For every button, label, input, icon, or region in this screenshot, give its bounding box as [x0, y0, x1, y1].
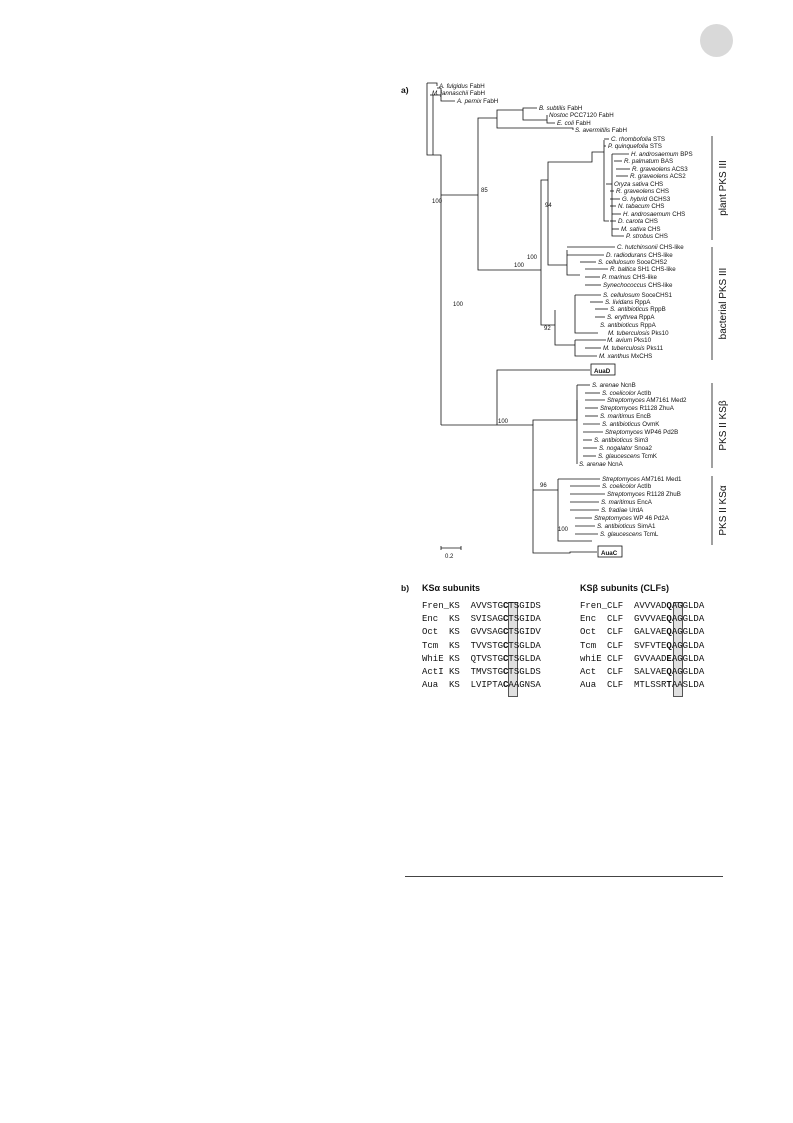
scale-bar-label: 0.2 [445, 554, 454, 560]
taxon-name: RppA [633, 299, 651, 306]
taxon-name: R1128 ZhuA [637, 405, 674, 412]
taxon-genus: M. tuberculosis [608, 330, 650, 337]
taxon-label [600, 413, 651, 420]
taxon-genus: Streptomyces [605, 429, 643, 436]
taxon-label [557, 120, 591, 127]
taxon-label [600, 322, 657, 329]
taxon-label [603, 345, 664, 352]
taxon-name: CHS [654, 188, 669, 195]
taxon-name: ActIb [635, 483, 652, 490]
tree-branch [427, 83, 437, 86]
sequence-suffix: AASLDA [671, 680, 705, 691]
taxon-name: RppA [637, 314, 655, 321]
sequence-prefix: Oct KS GVVSAG [422, 627, 504, 638]
taxon-genus: B. subtilis [539, 105, 566, 112]
taxon-genus: S. maritimus [601, 499, 636, 506]
taxon-genus: S. antibioticus [600, 322, 639, 329]
sequence-suffix: AAGNSA [508, 680, 541, 691]
group-label: PKS II KSα [718, 485, 729, 536]
taxon-name: Pks10 [632, 337, 652, 344]
bootstrap-value: 85 [481, 188, 488, 194]
taxon-label [601, 499, 653, 506]
taxon-genus: S. cellulosum [603, 292, 640, 299]
tree-branch [533, 400, 577, 425]
taxon-label [605, 429, 678, 436]
taxon-name: Pks10 [649, 330, 669, 337]
tree-branch [548, 152, 604, 180]
taxon-name: CHS-like [630, 274, 657, 281]
taxon-label [610, 266, 676, 273]
taxon-genus: S. cellulosum [598, 259, 635, 266]
ks-beta-title: KSβ subunits (CLFs) [580, 583, 669, 593]
taxon-name: RppA [638, 322, 656, 329]
taxon-name: SoceCHS2 [634, 259, 668, 266]
taxon-name: R1128 ZhuB [644, 491, 681, 498]
taxon-genus: A. fulgidus [439, 83, 468, 90]
taxon-genus: G. hybrid [622, 196, 648, 203]
taxon-genus: R. graveolens [632, 166, 671, 173]
taxon-label [579, 461, 624, 468]
taxon-name: FabH [468, 90, 485, 97]
ks-alpha-alignment [422, 600, 541, 692]
taxon-genus: R. graveolens [616, 188, 655, 195]
taxon-name: CHS [649, 203, 665, 210]
taxon-genus: Streptomyces [600, 405, 638, 412]
taxon-label [631, 151, 693, 158]
group-label: bacterial PKS III [718, 267, 729, 340]
sequence-suffix: TSGLDA [508, 640, 541, 651]
sequence-prefix: Act CLF SALVAE [580, 666, 667, 677]
taxon-name: FabH [565, 105, 583, 112]
group-label: plant PKS III [718, 160, 729, 216]
taxon-name: STS [651, 136, 666, 143]
sequence-suffix: TSGIDV [508, 627, 541, 638]
ks-alpha-row [422, 653, 541, 666]
taxon-genus: S. antibioticus [610, 306, 649, 313]
tree-branch [555, 310, 575, 345]
taxon-label [618, 218, 658, 225]
bootstrap-value: 100 [514, 263, 525, 269]
taxon-name: FabH [610, 127, 627, 134]
taxon-name: Sim3 [632, 437, 649, 444]
active-site-residue: C [503, 627, 509, 638]
taxon-label [610, 306, 666, 313]
taxon-genus: S. coelicolor [602, 483, 636, 490]
taxon-name: CHS [643, 218, 658, 225]
taxon-genus: N. tabacum [618, 203, 650, 210]
sequence-suffix: AGGLDA [671, 601, 705, 611]
ks-beta-alignment [580, 600, 704, 692]
taxon-label [432, 90, 485, 97]
group-label: PKS II KSβ [718, 400, 729, 451]
taxon-genus: M. avium [607, 337, 633, 344]
taxon-genus: S. antibioticus [594, 437, 633, 444]
taxon-genus: Streptomyces [607, 491, 645, 498]
taxon-genus: S. arenae [592, 382, 619, 389]
ks-beta-row [580, 600, 704, 613]
taxon-name: WP46 Pd2B [642, 429, 679, 436]
taxon-label [606, 252, 673, 259]
tree-branch [478, 118, 497, 195]
panel-b-label: b) [401, 583, 410, 593]
taxon-name: CHS [645, 226, 661, 233]
taxon-genus: R. graveolens [630, 173, 669, 180]
taxon-genus: R. baltica [610, 266, 636, 273]
taxon-label [618, 203, 664, 210]
taxon-genus: Streptomyces [594, 515, 632, 522]
taxon-genus: M. tuberculosis [603, 345, 645, 352]
sequence-prefix: Tcm KS TVVSTG [422, 640, 504, 651]
taxon-name: BAS [659, 158, 674, 165]
active-site-residue: C [503, 680, 509, 691]
taxon-label [601, 507, 644, 514]
taxon-name: CHS-like [657, 244, 684, 251]
tree-branch [575, 295, 598, 333]
taxon-label [602, 476, 682, 483]
taxon-genus: A. pernix [457, 98, 482, 105]
taxon-label [632, 166, 688, 173]
taxon-label [599, 353, 652, 360]
tree-branch [541, 270, 555, 325]
taxon-label [611, 136, 665, 143]
active-site-residue: Q [666, 666, 672, 677]
taxon-name: AM7161 Med2 [644, 397, 687, 404]
taxon-name: UrdA [627, 507, 644, 514]
taxon-name: SH1 CHS-like [635, 266, 676, 273]
taxon-name: BPS [678, 151, 693, 158]
taxon-label [623, 211, 685, 218]
taxon-name: CHS-like [646, 252, 673, 259]
ks-beta-row [580, 679, 704, 692]
ks-alpha-row [422, 679, 541, 692]
tree-branch [604, 140, 609, 221]
taxon-label [603, 282, 673, 289]
taxon-name: NcnA [605, 461, 623, 468]
bootstrap-value: 100 [558, 527, 569, 533]
taxon-label [621, 226, 661, 233]
taxon-label [597, 523, 656, 530]
taxon-genus: E. coli [557, 120, 574, 127]
taxon-label [438, 83, 485, 90]
taxon-label [602, 483, 652, 490]
sequence-prefix: Aua CLF MTLSSR [580, 680, 667, 691]
taxon-genus: M. sativa [621, 226, 646, 233]
taxon-name: ActIb [635, 390, 652, 397]
taxon-label [630, 173, 686, 180]
taxon-genus: S. glaucescens [598, 453, 640, 460]
taxon-label [617, 244, 684, 251]
taxon-name: CHS [670, 211, 686, 218]
taxon-label [626, 233, 668, 240]
taxon-genus: Oryza sativa [614, 181, 649, 188]
ks-beta-row [580, 613, 704, 626]
taxon-label [608, 330, 669, 337]
taxon-genus: C. hutchinsonii [617, 244, 658, 251]
sequence-suffix: AGGLDA [671, 666, 705, 677]
taxon-name: RppB [648, 306, 666, 313]
taxon-genus: H. androsaemum [631, 151, 679, 158]
taxon-genus: C. rhombofolia [611, 136, 652, 143]
taxon-genus: D. radiodurans [606, 252, 647, 259]
tree-branch [497, 370, 590, 425]
tree-branch [433, 155, 441, 425]
sequence-suffix: AGGLDA [671, 653, 705, 664]
sequence-prefix: Oct CLF GALVAE [580, 627, 667, 638]
taxon-name: Pks11 [644, 345, 664, 352]
taxon-genus: M. xanthus [599, 353, 630, 360]
sequence-prefix: Fren_CLF AVVVAD [580, 601, 667, 611]
sequence-suffix: TSGIDA [508, 614, 541, 625]
tree-branch [567, 250, 580, 275]
taxon-name: MxCHS [629, 353, 653, 360]
taxon-label [598, 259, 668, 266]
ks-beta-row [580, 666, 704, 679]
taxon-label [605, 299, 651, 306]
taxon-name: FabH [467, 83, 485, 90]
sequence-prefix: Fren_KS AVVSTG [422, 601, 504, 611]
taxon-genus: S. arenae [579, 461, 606, 468]
sequence-prefix: Enc CLF GVVVAE [580, 614, 667, 625]
taxon-label [594, 515, 670, 522]
sequence-suffix: AGGLDA [671, 640, 705, 651]
taxon-genus: Streptomyces [602, 476, 640, 483]
taxon-genus: P. quinquefolia [608, 143, 649, 150]
bootstrap-value: 100 [498, 419, 509, 425]
tree-branch [548, 180, 567, 265]
taxon-label [624, 158, 673, 165]
taxon-name: FabH [481, 98, 499, 105]
taxon-genus: S. lividans [605, 299, 634, 306]
taxon-label [607, 491, 681, 498]
ks-beta-row [580, 653, 704, 666]
sequence-suffix: TSGLDS [508, 666, 541, 677]
ks-beta-row [580, 626, 704, 639]
taxon-genus: S. erythrea [607, 314, 638, 321]
sequence-prefix: Aua KS LVIPTA [422, 680, 504, 691]
ks-alpha-row [422, 666, 541, 679]
taxon-name: AM7161 Med1 [639, 476, 682, 483]
sequence-prefix: WhiE KS QTVSTG [422, 653, 504, 664]
taxon-name: STS [648, 143, 662, 150]
taxon-label [592, 382, 636, 389]
sequence-prefix: Tcm CLF SVFVTE [580, 640, 667, 651]
taxon-genus: M. jannaschii [432, 90, 469, 97]
sequence-prefix: Enc KS SVISAG [422, 614, 504, 625]
footer-rule [405, 876, 723, 877]
sequence-prefix: ActI KS TMVSTG [422, 666, 504, 677]
auac-label: AuaC [601, 550, 618, 557]
taxon-label [594, 437, 649, 444]
taxon-name: GCHS3 [647, 196, 671, 203]
taxon-label [602, 390, 652, 397]
taxon-name: EncA [635, 499, 652, 506]
ks-alpha-row [422, 640, 541, 653]
taxon-genus: P. strobus [626, 233, 654, 240]
ks-alpha-title: KSα subunits [422, 583, 481, 593]
taxon-name: WP 46 Pd2A [631, 515, 669, 522]
taxon-genus: S. coelicolor [602, 390, 636, 397]
ks-alpha-row [422, 613, 541, 626]
taxon-genus: Streptomyces [607, 397, 645, 404]
bootstrap-value: 100 [527, 255, 538, 261]
taxon-genus: S. maritimus [600, 413, 635, 420]
ks-alpha-row [422, 626, 541, 639]
taxon-label [614, 181, 663, 188]
active-site-residue: C [503, 653, 509, 664]
taxon-genus: R. palmatum [624, 158, 660, 165]
ks-beta-row [580, 640, 704, 653]
taxon-genus: S. glaucescens [600, 531, 642, 538]
taxon-name: CHS [648, 181, 664, 188]
taxon-label [456, 98, 498, 105]
taxon-label [616, 188, 669, 195]
bootstrap-value: 100 [432, 199, 443, 205]
sequence-suffix: AGGLDA [671, 614, 705, 625]
bootstrap-value: 92 [544, 326, 551, 332]
taxon-genus: Nostoc [549, 112, 569, 119]
taxon-name: Snoa2 [632, 445, 652, 452]
active-site-residue: C [503, 601, 509, 611]
taxon-genus: S. avermitilis [575, 127, 611, 134]
taxon-name: SoceCHS1 [639, 292, 673, 299]
taxon-label [539, 105, 582, 112]
taxon-label [599, 445, 653, 452]
sequence-suffix: TSGLDA [508, 653, 541, 664]
taxon-label [600, 405, 675, 412]
taxon-genus: S. antibioticus [602, 421, 641, 428]
panel-a-label: a) [401, 85, 409, 95]
tree-branch [541, 180, 548, 270]
active-site-residue: C [503, 614, 509, 625]
taxon-genus: S. fradiae [601, 507, 628, 514]
taxon-label [602, 421, 660, 428]
active-site-residue: Q [666, 614, 672, 625]
active-site-residue: Q [666, 627, 672, 638]
ks-alpha-row [422, 600, 541, 613]
taxon-genus: H. androsaemum [623, 211, 671, 218]
taxon-genus: P. marinus [602, 274, 631, 281]
taxon-name: TcmK [639, 453, 658, 460]
taxon-name: OvmK [640, 421, 660, 428]
bootstrap-value: 94 [545, 203, 552, 209]
taxon-name: CHS-like [646, 282, 673, 289]
active-site-residue: T [666, 680, 672, 691]
taxon-label [600, 531, 659, 538]
taxon-label [607, 314, 655, 321]
taxon-label [602, 274, 657, 281]
taxon-genus: S. nogalator [599, 445, 633, 452]
taxon-genus: Synechococcus [603, 282, 647, 289]
sequence-suffix: AGGLDA [671, 627, 705, 638]
sequence-prefix: whiE CLF GVVAAD [580, 653, 667, 664]
taxon-name: TcmL [641, 531, 659, 538]
sequence-suffix: TSGIDS [508, 601, 541, 611]
active-site-residue: C [503, 640, 509, 651]
tree-branch [497, 108, 537, 118]
taxon-genus: S. antibioticus [597, 523, 636, 530]
taxon-name: FabH [573, 120, 591, 127]
active-site-residue: Q [666, 601, 672, 611]
taxon-label [603, 292, 673, 299]
taxon-label [607, 397, 687, 404]
taxon-label [608, 143, 662, 150]
taxon-label [549, 112, 614, 119]
tree-branch [497, 425, 533, 490]
taxon-genus: D. carota [618, 218, 644, 225]
taxon-label [622, 196, 671, 203]
taxon-label [607, 337, 652, 344]
taxon-name: ACS2 [668, 173, 686, 180]
active-site-residue: C [503, 666, 509, 677]
taxon-name: EncB [634, 413, 651, 420]
bootstrap-value: 100 [453, 302, 464, 308]
tree-branch [533, 490, 597, 553]
taxon-name: PCC7120 FabH [568, 112, 614, 119]
active-site-residue: E [666, 653, 672, 664]
taxon-name: SimA1 [635, 523, 656, 530]
active-site-residue: Q [666, 640, 672, 651]
taxon-name: CHS [653, 233, 668, 240]
auad-label: AuaD [594, 368, 611, 375]
taxon-label [598, 453, 658, 460]
bootstrap-value: 96 [540, 483, 547, 489]
taxon-name: ACS3 [670, 166, 688, 173]
taxon-label [575, 127, 627, 134]
taxon-name: NcnB [618, 382, 636, 389]
